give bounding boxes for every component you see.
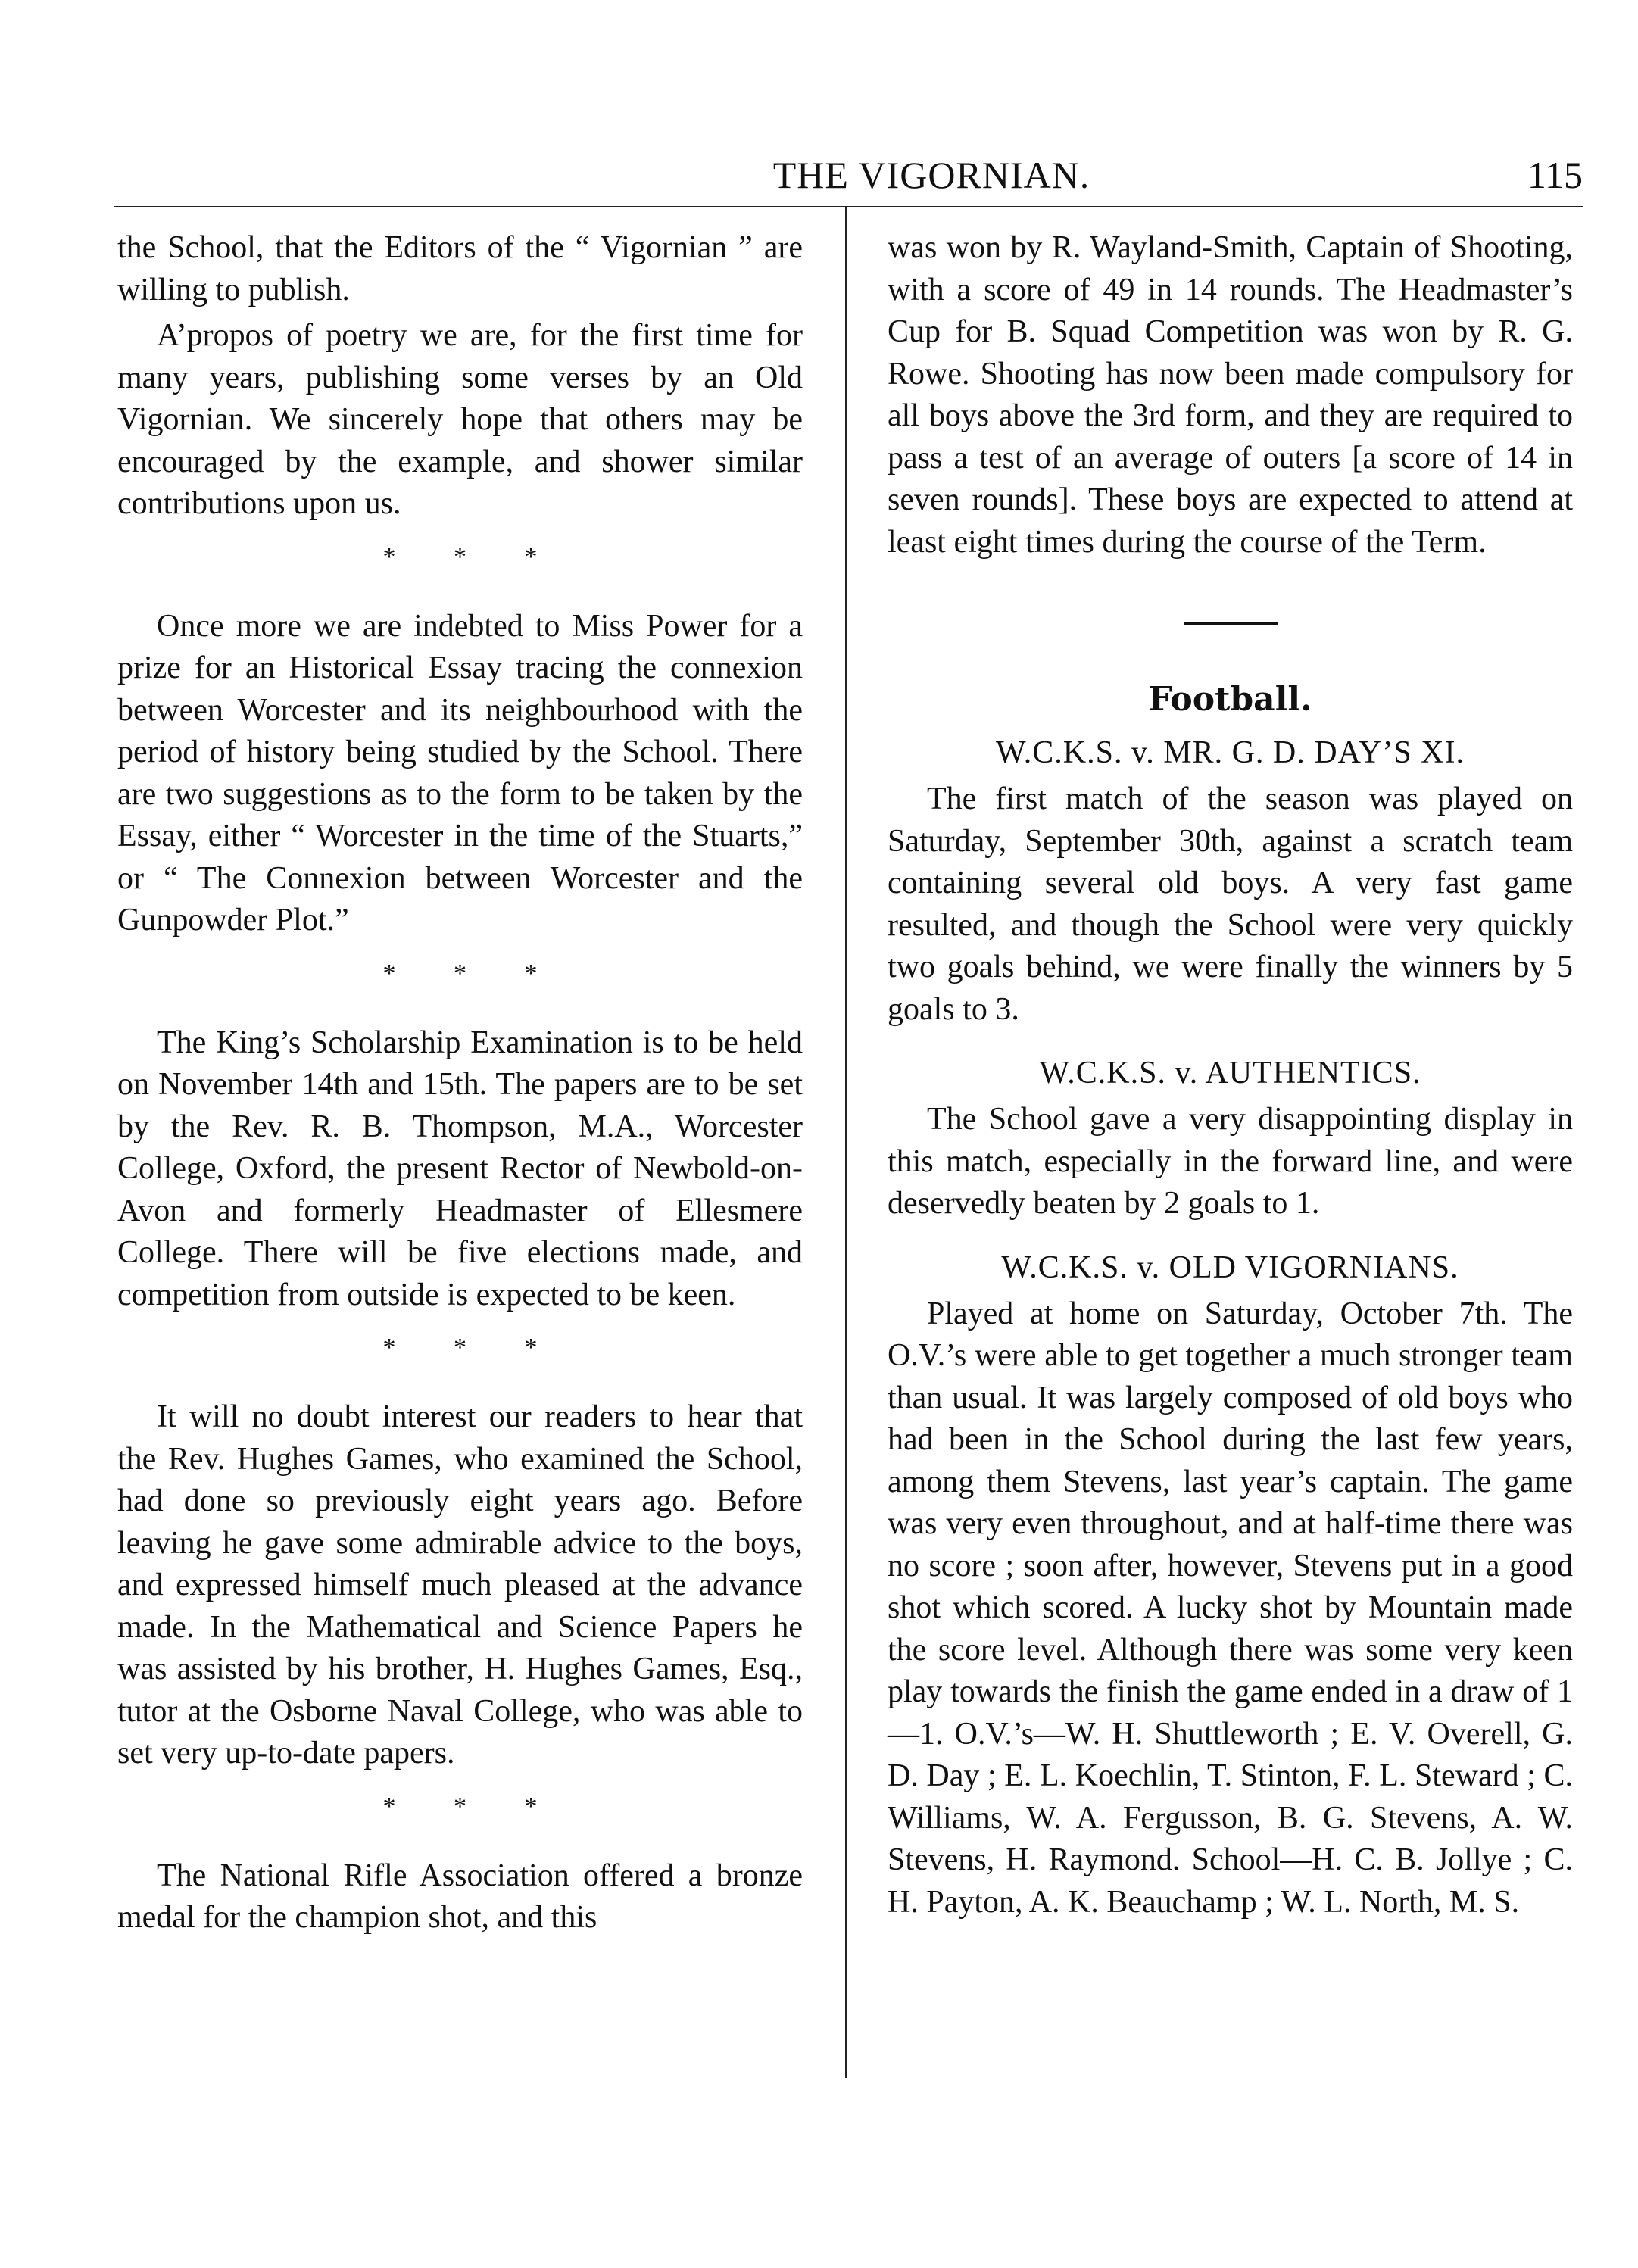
match-heading-2: W.C.K.S. v. AUTHENTICS. xyxy=(1039,1056,1421,1090)
header-rule xyxy=(114,206,1583,207)
left-paragraph-1: the School, that the Editors of the “ Vigornian ” are willing to publish. xyxy=(117,230,803,307)
left-paragraph-2: A’propos of poetry we are, for the first time for many years, publishing some verses by an Old Vigornian. We sincerely hope that others may be encouraged by the example, and shower similar contributions upon us. xyxy=(117,318,803,521)
asterism-divider: * * * xyxy=(382,959,563,987)
left-paragraph-3: Once more we are indebted to Miss Power for a prize for an Historical Essay tracing the connexion between Worcester and its neighbourhood with the period of history being studied by the School. There are two suggestions as to the form to be taken by the Essay, either “ Worcester in the time of the Stuarts,” or “ The Connexion between Worcester and the Gunpowder Plot.” xyxy=(117,608,803,937)
column-divider xyxy=(845,207,847,2078)
match-heading-3: W.C.K.S. v. OLD VIGORNIANS. xyxy=(1001,1249,1459,1285)
running-head xyxy=(114,148,1583,201)
left-paragraph-6: The National Rifle Association offered a bronze medal for the champion shot, and this xyxy=(117,1858,803,1935)
match-report-1: The first match of the season was played on Saturday, September 30th, against a scratch team containing several old boys. A very fast game resulted, and though the School were very quickly two goals behind, we were finally the winners by 5 goals to 3. xyxy=(888,781,1573,1027)
asterism-divider: * * * xyxy=(382,1334,563,1362)
running-title: THE VIGORNIAN. xyxy=(772,154,1090,196)
right-column xyxy=(888,227,1573,1923)
match-report-2: The School gave a very disappointing display in this match, especially in the forward line, and were deservedly beaten by 2 goals to 1. xyxy=(888,1102,1573,1221)
section-rule xyxy=(1184,622,1278,625)
section-title-football: Football. xyxy=(1148,680,1312,719)
asterism-divider: * * * xyxy=(382,542,563,571)
left-paragraph-4: The King’s Scholarship Examination is to be held on November 14th and 15th. The papers are to be set by the Rev. R. B. Thompson, M.A., Worcester College, Oxford, the present Rector of Newbold-on-Avon and formerly Headmaster of Ellesmere College. There will be five elections made, and competition from outside is expected to be keen. xyxy=(117,1025,803,1312)
match-report-3: Played at home on Saturday, October 7th. The O.V.’s were able to get together a much stronger team than usual. It was largely composed of old boys who had been in the School during the last few years, among them Stevens, last year’s captain. The game was very even throughout, and at half-time there was no score ; soon after, however, Stevens put in a good shot which scored. A lucky shot by Mountain made the score level. Although there was some very keen play towards the finish the game ended in a draw of 1—1. O.V.’s—W. H. Shuttleworth ; E. V. Overell, G. D. Day ; E. L. Koechlin, T. Stinton, F. L. Steward ; C. Williams, W. A. Fergusson, B. G. Stevens, A. W. Stevens, H. Raymond. School—H. C. B. Jollye ; C. H. Payton, A. K. Beauchamp ; W. L. North, M. S. xyxy=(888,1296,1573,1920)
left-column xyxy=(117,227,803,1939)
left-paragraph-5: It will no doubt interest our readers to hear that the Rev. Hughes Games, who examined the School, had done so previously eight years ago. Before leaving he gave some admirable advice to the boys, and expressed himself much pleased at the advance made. In the Mathematical and Science Papers he was assisted by his brother, H. Hughes Games, Esq., tutor at the Osborne Naval College, who was able to set very up-to-date papers. xyxy=(117,1399,803,1770)
match-heading-1: W.C.K.S. v. MR. G. D. DAY’S XI. xyxy=(995,735,1465,770)
asterism-divider: * * * xyxy=(382,1792,563,1820)
page-number: 115 xyxy=(1527,154,1583,196)
right-paragraph-1: was won by R. Wayland-Smith, Captain of Shooting, with a score of 49 in 14 rounds. The Headmaster’s Cup for B. Squad Competition was won by R. G. Rowe. Shooting has now been made compulsory for all boys above the 3rd form, and they are required to pass a test of an average of outers [a score of 14 in seven rounds]. These boys are expected to attend at least eight times during the course of the Term. xyxy=(888,230,1573,560)
